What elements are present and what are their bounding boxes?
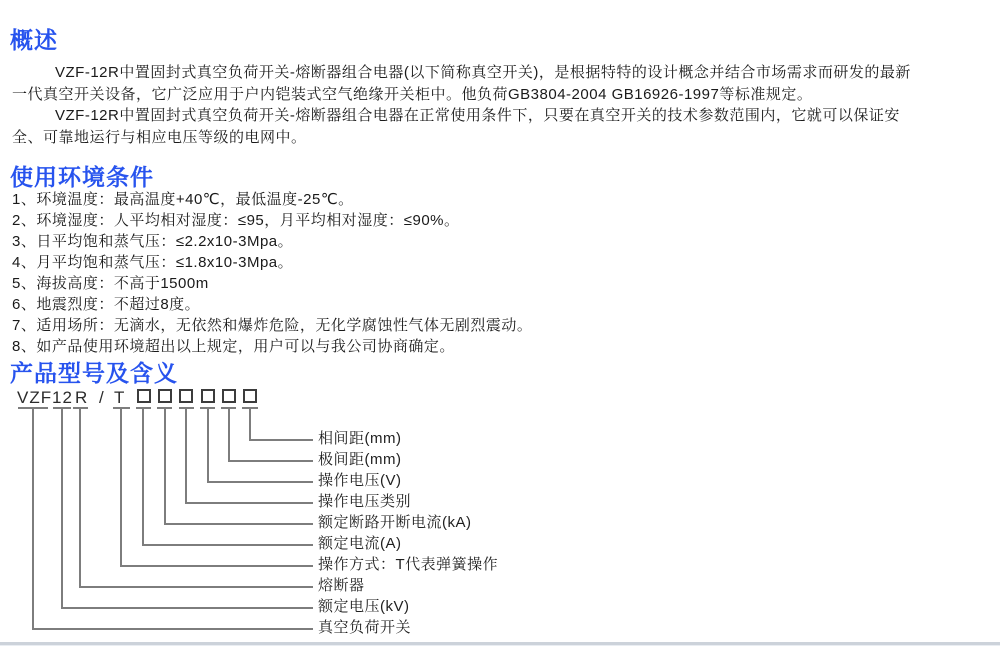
overview-paragraph-line: VZF-12R中置固封式真空负荷开关-熔断器组合电器(以下简称真空开关)，是根据特特的设计概念并结合市场需求而研发的最新: [55, 64, 911, 81]
overview-heading: 概述: [10, 27, 58, 53]
environment-list-item: 7、适用场所：无滴水，无依然和爆炸危险，无化学腐蚀性气体无剧烈震动。: [12, 317, 533, 334]
model-code-part: T: [114, 388, 126, 407]
environment-list-item: 5、海拔高度：不高于1500m: [12, 275, 209, 292]
model-meaning-label: 相间距(mm): [318, 430, 402, 447]
environment-list-item: 4、月平均饱和蒸气压：≤1.8x10-3Mpa。: [12, 254, 294, 271]
model-meaning-label: 额定电流(A): [318, 535, 402, 552]
model-code-part: 12: [52, 388, 73, 407]
model-designation-diagram: [0, 385, 1000, 651]
model-meaning-label: 操作电压类别: [318, 493, 412, 510]
model-meaning-label: 真空负荷开关: [318, 619, 412, 636]
environment-heading: 使用环境条件: [10, 164, 154, 190]
model-code-part: /: [99, 388, 105, 407]
model-meaning-label: 极间距(mm): [318, 451, 402, 468]
environment-list-item: 6、地震烈度：不超过8度。: [12, 296, 201, 313]
model-meaning-label: 熔断器: [318, 577, 365, 594]
model-meaning-label: 额定断路开断电流(kA): [318, 514, 472, 531]
environment-list-item: 8、如产品使用环境超出以上规定，用户可以与我公司协商确定。: [12, 338, 455, 355]
connector-lines: [0, 385, 1000, 651]
page-bottom-divider: [0, 642, 1000, 646]
model-heading: 产品型号及含义: [10, 360, 178, 386]
environment-list-item: 3、日平均饱和蒸气压：≤2.2x10-3Mpa。: [12, 233, 294, 250]
model-meaning-label: 额定电压(kV): [318, 598, 410, 615]
model-code-part: VZF: [17, 388, 53, 407]
model-meaning-label: 操作电压(V): [318, 472, 402, 489]
environment-list: [12, 189, 990, 357]
overview-paragraph-line: 全、可靠地运行与相应电压等级的电网中。: [12, 128, 307, 146]
overview-paragraph-line: 一代真空开关设备，它广泛应用于户内铠装式空气绝缘开关柜中。他负荷GB3804-2004 GB16926-1997等标准规定。: [12, 85, 813, 103]
environment-list-item: 2、环境湿度：人平均相对湿度：≤95，月平均相对湿度：≤90%。: [12, 212, 460, 229]
model-code-part: R: [75, 388, 89, 407]
environment-list-item: 1、环境温度：最高温度+40℃，最低温度-25℃。: [12, 191, 354, 208]
overview-paragraphs: [12, 62, 990, 148]
overview-paragraph-line: VZF-12R中置固封式真空负荷开关-熔断器组合电器在正常使用条件下，只要在真空开关的技术参数范围内，它就可以保证安: [55, 107, 900, 124]
model-meaning-label: 操作方式：T代表弹簧操作: [318, 556, 499, 573]
